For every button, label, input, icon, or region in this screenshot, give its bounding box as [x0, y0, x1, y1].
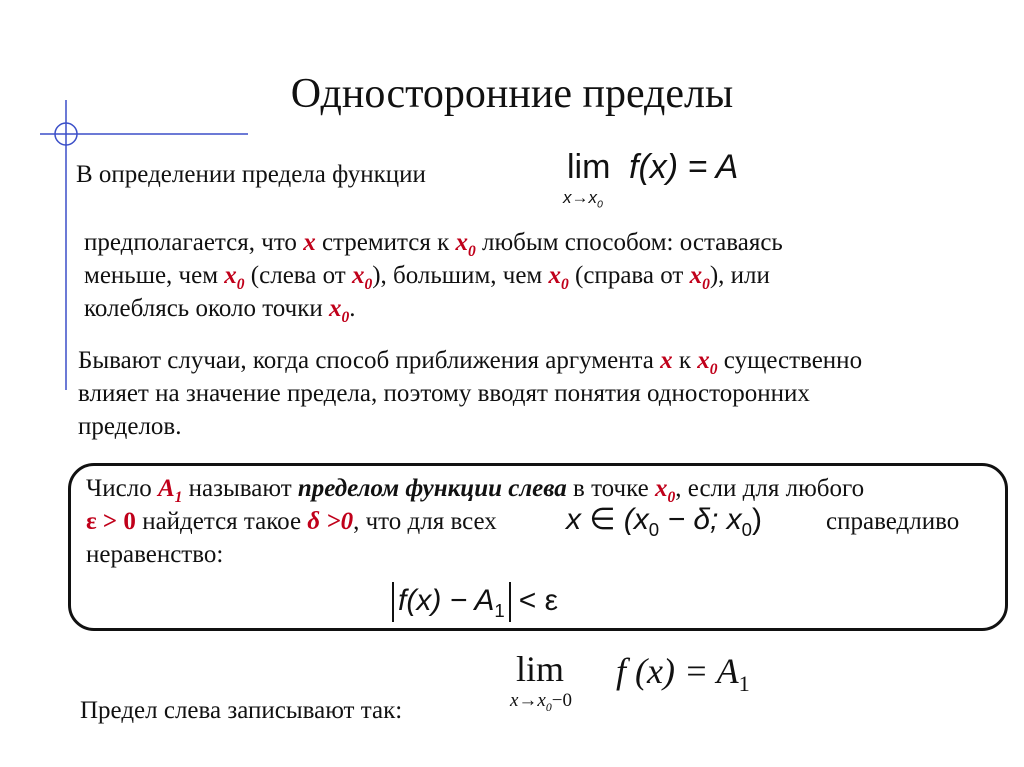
slide-ornament	[0, 0, 260, 400]
p1-text: стремится к	[315, 229, 456, 256]
p1-x0-var: x	[548, 262, 562, 289]
p1-text: ), или	[709, 262, 770, 289]
p1-x0-sub: 0	[702, 276, 710, 293]
p1-x0	[455, 229, 476, 260]
p2-text: существенно	[717, 347, 863, 374]
p1-x0	[689, 262, 710, 293]
inequality-left: f(x) − A	[398, 583, 495, 617]
inequality-sub: 1	[494, 599, 505, 621]
p1-x0-sub: 0	[468, 243, 476, 260]
p1-x0-var: x	[455, 229, 469, 256]
def-text: , если для любого	[675, 475, 865, 502]
paragraph-2-line-3: пределов.	[78, 413, 182, 440]
def-delta: δ >0	[307, 508, 354, 535]
def-text: называют	[182, 475, 298, 502]
p1-x0	[224, 262, 245, 293]
intro-lim-under-sub: 0	[597, 198, 603, 211]
intro-lim: lim	[567, 148, 611, 186]
p2-x0-sub: 0	[709, 361, 718, 378]
definition-inequality	[392, 582, 558, 622]
def-x0	[654, 475, 676, 506]
paragraph-1	[84, 226, 1014, 325]
left-lim-under-text: x→x	[510, 690, 546, 711]
p1-text: колеблясь около точки	[84, 295, 330, 322]
p2-x: x	[660, 347, 673, 374]
intro-lim-under-text: x→x	[563, 188, 597, 207]
paragraph-2-line-1	[78, 344, 1008, 377]
left-lim-under	[510, 690, 572, 712]
def-a1-sub: 1	[174, 489, 183, 506]
intro-formula	[563, 148, 823, 218]
left-lim-body	[616, 650, 750, 697]
p1-text: (слева от	[244, 262, 352, 289]
paragraph-2-line-2: влияет на значение предела, поэтому вводят понятия односторонних	[78, 380, 810, 407]
def-x0-var: x	[654, 475, 668, 502]
definition-justly: справедливо	[826, 508, 960, 535]
p1-text: любым способом: оставаясь	[475, 229, 783, 256]
p2-x0	[697, 347, 718, 378]
interval-part-2: − δ; x	[659, 503, 742, 536]
left-lim-under-tail: −0	[551, 690, 572, 711]
p2-text: Бывают случаи, когда способ приближения аргумента	[78, 347, 661, 374]
def-epsilon: ε > 0	[86, 508, 136, 535]
interval-sub-1: 0	[648, 519, 660, 540]
def-x0-sub: 0	[667, 489, 676, 506]
def-text: Число	[86, 475, 158, 502]
def-term: пределом функции слева	[297, 475, 567, 502]
interval-part-1: x ∈ (x	[566, 503, 649, 536]
p1-x: x	[303, 229, 316, 256]
slide-title: Односторонние пределы	[290, 71, 734, 117]
inequality-right: < ε	[518, 583, 558, 617]
p1-x0-sub: 0	[364, 276, 373, 293]
left-lim: lim	[516, 649, 565, 689]
p2-text: к	[672, 347, 698, 374]
intro-lim-under	[563, 188, 603, 211]
p1-text: предполагается, что	[84, 229, 304, 256]
paragraph-1-line-3	[84, 292, 1014, 325]
p1-text: меньше, чем	[84, 262, 225, 289]
p1-text: .	[349, 295, 356, 322]
interval-part-3: )	[752, 503, 763, 536]
p1-x0-var: x	[224, 262, 237, 289]
paragraph-1-line-1	[84, 226, 1014, 259]
p1-x0-var: x	[351, 262, 365, 289]
left-lim-body-text: f (x) = A	[616, 651, 739, 691]
def-text: в точке	[566, 475, 655, 502]
paragraph-2	[78, 344, 1008, 443]
left-limit-formula	[510, 648, 810, 718]
p1-x0-sub: 0	[561, 276, 569, 293]
p1-x0-sub: 0	[341, 309, 350, 326]
p1-x0	[351, 262, 373, 293]
p1-text: (справа от	[568, 262, 690, 289]
notation-label: Предел слева записывают так:	[80, 697, 403, 724]
p1-x0	[329, 295, 350, 326]
interval-sub-2: 0	[741, 519, 753, 540]
p1-text: ), большим, чем	[372, 262, 549, 289]
definition-line-3: неравенство:	[86, 541, 224, 568]
p1-x0	[548, 262, 569, 293]
left-lim-under-sub: 0	[545, 700, 552, 714]
def-a1-var: A	[157, 475, 175, 502]
def-a1	[157, 475, 183, 506]
def-text: , что для всех	[353, 508, 497, 535]
p1-x0-sub: 0	[236, 276, 245, 293]
p1-x0-var: x	[689, 262, 703, 289]
paragraph-1-line-2	[84, 259, 1014, 292]
intro-formula-body: f(x) = A	[629, 148, 739, 186]
p2-x0-var: x	[697, 347, 710, 374]
left-lim-body-sub: 1	[738, 671, 750, 697]
definition-line-1	[86, 472, 996, 505]
definition-interval	[566, 502, 763, 540]
p1-x0-var: x	[329, 295, 342, 322]
def-text: найдется такое	[135, 508, 308, 535]
intro-text: В определении предела функции	[76, 161, 426, 188]
